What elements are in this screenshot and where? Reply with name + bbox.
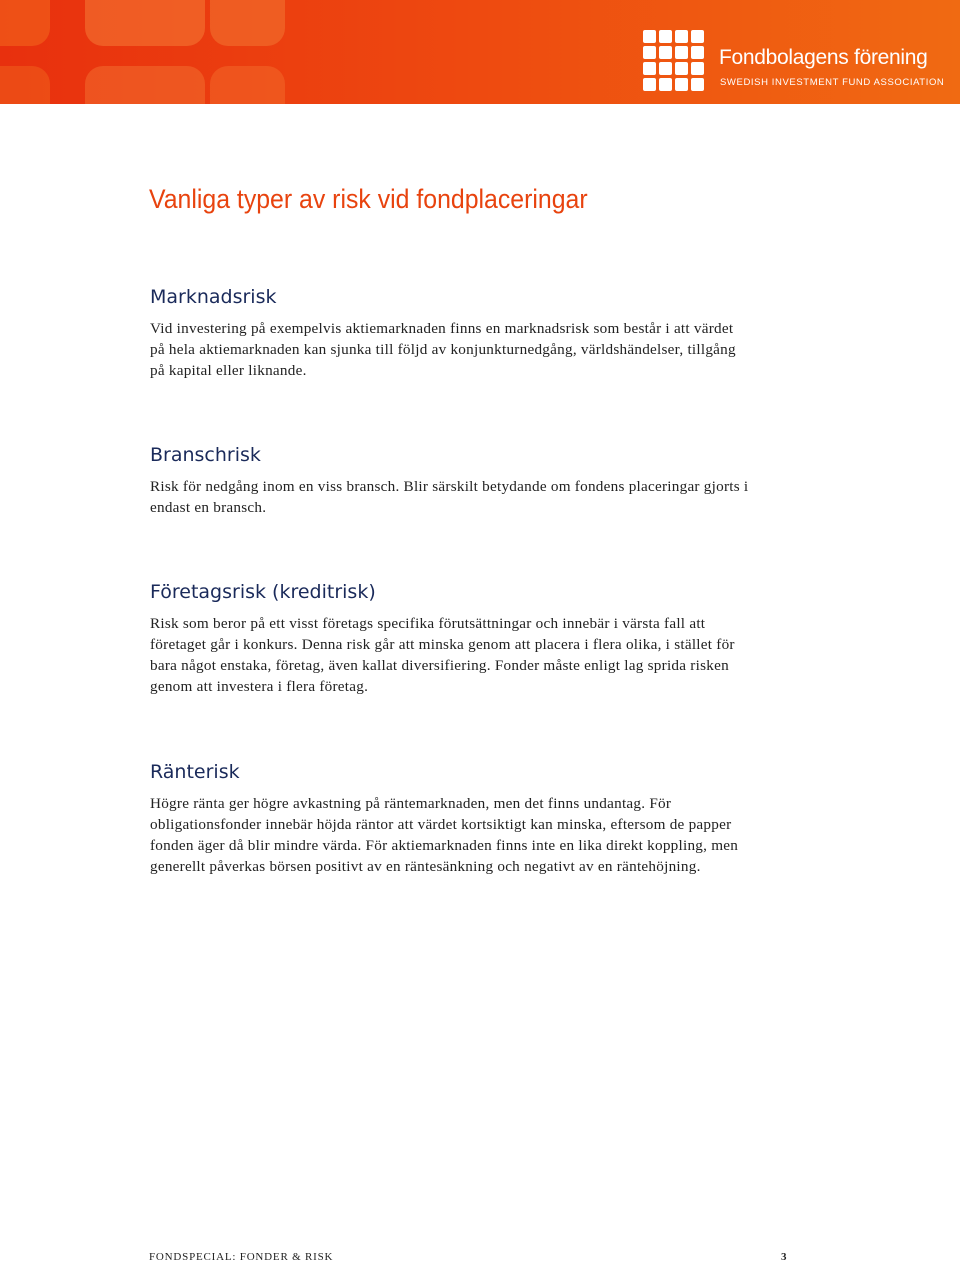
banner-tile — [85, 66, 205, 104]
section-ranterisk — [150, 761, 750, 877]
banner-tile — [0, 66, 50, 104]
section-body: Högre ränta ger högre avkastning på räntemarknaden, men det finns undantag. För obligationsfonder innebär höjda räntor att värdet kortsiktigt kan minska, eftersom de papper fonden äger då blir mindre värda. För aktiemarknaden finns inte en lika direkt koppling, men generellt påverkas börsen positivt av en räntesänkning och negativt av en räntehöjning. — [150, 795, 739, 875]
section-body: Vid investering på exempelvis aktiemarknaden finns en marknadsrisk som består i att värdet på hela aktiemarknaden kan sjunka till följd av konjunkturnedgång, världshändelser, tillgång på kapital eller liknande. — [150, 320, 736, 379]
section-heading: Ränterisk — [150, 761, 240, 783]
banner-tile — [210, 0, 285, 46]
banner-tile — [210, 66, 285, 104]
section-heading: Marknadsrisk — [150, 286, 277, 308]
page-number: 3 — [781, 1251, 787, 1263]
banner-tile — [85, 0, 205, 46]
section-marknadsrisk — [150, 286, 750, 381]
section-heading: Företagsrisk (kreditrisk) — [150, 581, 376, 603]
banner-tile — [0, 0, 50, 46]
brand-subtitle: SWEDISH INVESTMENT FUND ASSOCIATION — [720, 77, 945, 88]
section-body: Risk för nedgång inom en viss bransch. Blir särskilt betydande om fondens placeringar gjorts i endast en bransch. — [150, 478, 749, 516]
section-body: Risk som beror på ett visst företags specifika förutsättningar och innebär i värsta fall att företaget går i konkurs. Denna risk går att minska genom att placera i flera olika, i stället för bara något enstaka, företag, även kallat diversifiering. Fonder måste enligt lag sprida risken genom att investera i flera företag. — [150, 615, 735, 695]
header-banner — [0, 0, 960, 104]
page-title: Vanliga typer av risk vid fondplaceringar — [149, 184, 588, 214]
brand-name: Fondbolagens förening — [719, 46, 928, 69]
section-foretagsrisk — [150, 581, 750, 697]
section-heading: Branschrisk — [150, 444, 261, 466]
footer-label: FONDSPECIAL: FONDER & RISK — [149, 1251, 334, 1263]
logo-grid-icon — [643, 30, 705, 92]
section-branschrisk — [150, 444, 750, 518]
